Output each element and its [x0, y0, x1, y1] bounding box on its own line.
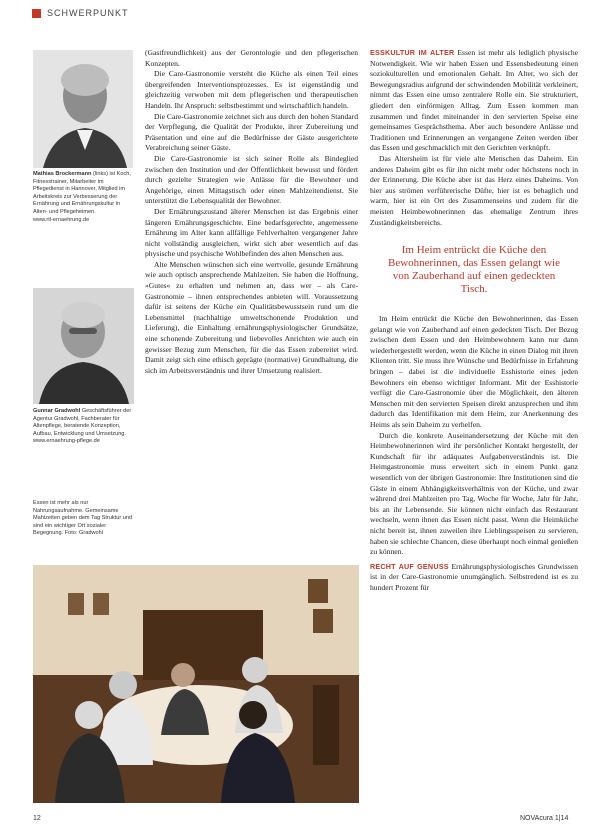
right-paragraph-1-text: Essen ist mehr als lediglich physische Notwendigkeit. Wie wir haben Essen und Essensbedeutung einen soziokulturellen und emotionalen Gehalt. Im Alter, wo sich der Bewegungsradius aufgrund der schwindenden Mobilität verkleinert, nimmt das Essen eine umso zentralere Rolle ein. Sie strukturiert, gliedert den einförmigen Alltag. Zum Essen kommen man zusammen und findet miteinander in den servierten Speise eine gemeinsames Gesprächsthema. Aber auch besondere Anlässe und Traditionen und Erinnerungen an vergangene Zeiten werden über das Essen und geschmacklich mit den Gerichten verknüpft. [370, 48, 578, 153]
caption-text-1: (links) ist Koch, Fitnesstrainer, Mitarbeiter im Pflegedienst in Hannover, Mitglied im Arbeitskreis zur Verbesserung der Ernährung und Ernährungskultur in Alten- und Pflegeheimen. www.rtl-ernaehrung.de [33, 171, 131, 223]
right-paragraph-5 [370, 562, 578, 594]
section-label: SCHWERPUNKT [47, 8, 129, 18]
portrait-image-2 [33, 288, 134, 404]
kicker-recht-auf-genuss: RECHT AUF GENUSS [370, 561, 449, 571]
mid-paragraph-5: Der Ernährungszustand älterer Menschen ist das Ergebnis einer längeren Ernährungsgeschichte. Eine bedarfsgerechte, angemessene Ernährung im Alter kann allfällige Fehlverhalten vergangener Jahre nicht vollständig ausgleichen, wirkt sich aber wesentlich auf das physische und psychische Wohlbefinden des alten Menschen aus. [145, 206, 358, 259]
kicker-esskultur: ESSKULTUR IM ALTER [370, 48, 455, 57]
mid-paragraph-1: (Gastfreundlichkeit) aus der Gerontologie und den pflegerischen Konzepten. [145, 48, 358, 68]
dining-scene-image [33, 565, 359, 803]
section-marker [32, 9, 41, 18]
portrait-image-1 [33, 50, 133, 168]
mid-paragraph-6: Alte Menschen wünschen sich eine wertvolle, gesunde Ernährung wie auch optisch ansprechende Mahlzeiten. Sie haben die Hoffnung, »Gutes« zu erhalten und nehmen an, dass wer – als Care-Gastronomie – ihnen entsprechendes anbieten will. Voraussetzung dafür ist seitens der Küche ein Qualitätsbewusstsein rund um die Lebensmittel (nachhaltige umweltschonende Produktion und Lieferung), die Einhaltung ernährungsphysiologischer Grundsätze, eine schonende Zubereitung und liebevolles Anrichten wie auch ein gewisser Bezug zum Menschen, für die das Essen zubereitet wird. Damit zeigt sich eine ethisch geprägte (normative) Grundhaltung, die sich im Arbeitsverständnis und ihrer Umsetzung realisiert. [145, 259, 358, 375]
photo-caption-text: Essen ist mehr als nur Nahrungsaufnahme. Gemeinsame Mahlzeiten geben dem Tag Struktur und sind ein wichtiger Ort sozialer Begegnung. Foto: Gradwohl [33, 500, 133, 537]
pull-quote: Im Heim entrückt die Küche den Bewohnerinnen, das Essen gelangt wie von Zauberhand auf einen gedeckten Tisch. [388, 244, 560, 296]
right-paragraph-2: Das Altersheim ist für viele alte Menschen das Daheim. Ein anderes Daheim gibt es für ihn nicht mehr oder höchstens noch in der Erinnerung. Die Küche aber ist das Herz eines Daheims. Von hier aus strömen verführerische Düfte, hier ist es behaglich und warm, hier ist ein Ort des Zusammenseins und zudem für die meisten Heimbewohnerinnen das ehemalige Zentrum ihres Zuständigkeitsbereichs. [370, 153, 578, 227]
page-number: 12 [33, 815, 41, 822]
portrait-caption-1 [33, 171, 134, 224]
mid-paragraph-2: Die Care-Gastronomie versteht die Küche als einen Teil eines übergreifenden Interventionsprozesses. Es ist eigenständig und gleichzeitig verwoben mit dem pflegerischen und therapeutischen Handeln. Ihr Anspruch: selbstbestimmt und wirtschaftlich handeln. [145, 69, 358, 110]
section-header [32, 8, 129, 18]
mid-paragraph-3: Die Care-Gastronomie zeichnet sich aus durch den hohen Standard der Verpflegung, die Qualität der Produkte, ihrer Zubereitung und Präsentation und eine auf die Bedürfnisse der Gäste ausgerichtete Verabreichung seiner Gäste. [145, 111, 358, 153]
right-paragraph-3: Im Heim entrückt die Küche den Bewohnerinnen, das Essen gelangt wie von Zauberhand auf einen gedeckten Tisch. Der Bezug zwischen dem Essen und den Heimbewohnern kann nur dann wiederhergestellt werden, wenn die Küche in einen Dialog mit ihren Klienten tritt. Sie muss ihre Wünsche und Bedürfnisse in Erfahrung bringen – dabei ist die individuelle Esshistorie eines jeden Bewohners ein ebenso wichtiger Informant. Mit der Esshistorie verfügt die Care-Gastronomie über die Möglichkeit, den älteren Menschen mit den servierten Speisen direkt anzusprechen und ihm dadurch das Identifikation mit dem Heim, zur Anerkennung des Heims als sein Daheim zu verhelfen. [370, 314, 578, 430]
column-middle [145, 48, 358, 376]
mid-paragraph-4: Die Care-Gastronomie ist sich seiner Rolle als Bindeglied zwischen den Institution und der Öffentlichkeit bewusst und fördert durch gezielte Strategien wie Anlässe für die Bewohner und Angehörige, einen Mittagstisch oder einen Mahlzeitendienst. Sie unterstützt die Lebensqualität der Bewohner. [145, 153, 358, 206]
caption-name-2: Gunnar Gradwohl [33, 408, 81, 414]
right-paragraph-4: Durch die konkrete Auseinandersetzung der Küche mit den Heimbewohnerinnen wird ihr persönlicher Kontakt hergestellt, der Kundschaft für ihr adäquates Aufgabenverständnis ist. Die Heimgastronomie muss erweitert sich in einem Punkt ganz wesentlich von der übrigen Gastronomie: Ihre Institutionen sind die Gäste in einem Abhängigkeitsverhältnis von der Küche, und zwar während drei Mahlzeiten pro Tag, Woche für Woche, Jahr für Jahr, bis an ihr Lebensende. Sie können nicht einfach das Restaurant wechseln, wenn ihnen das Essen nicht passt. Wenn die Heimküche nicht bereit ist, ihnen zuweilen ihre Lieblingsspeisen zu servieren, haben sie schlechte Chancen, diese überhaupt noch einmal genießen zu können. [370, 430, 578, 557]
right-paragraph-5-text: Ernährungsphysiologisches Grundwissen ist in der Care-Gastronomie unumgänglich. Selbstredend ist es zu hundert Prozent für [370, 561, 578, 592]
portrait-photo-1 [33, 50, 133, 168]
column-right [370, 48, 578, 594]
caption-text-2: Geschäftsführer der Agentur Gradwohl, Fachberater für Altenpflege, beratende Konzeption, Aufbau, Entwicklung und Umsetzung. www.ernaehrung-pflege.de [33, 408, 132, 445]
portrait-photo-2 [33, 288, 134, 404]
dining-photo [33, 565, 359, 803]
right-paragraph-1 [370, 48, 578, 154]
magazine-footer: NOVAcura 1|14 [520, 815, 569, 822]
caption-name-1: Mathias Brockermann [33, 171, 92, 177]
photo-caption [33, 500, 135, 538]
portrait-caption-2 [33, 408, 135, 446]
